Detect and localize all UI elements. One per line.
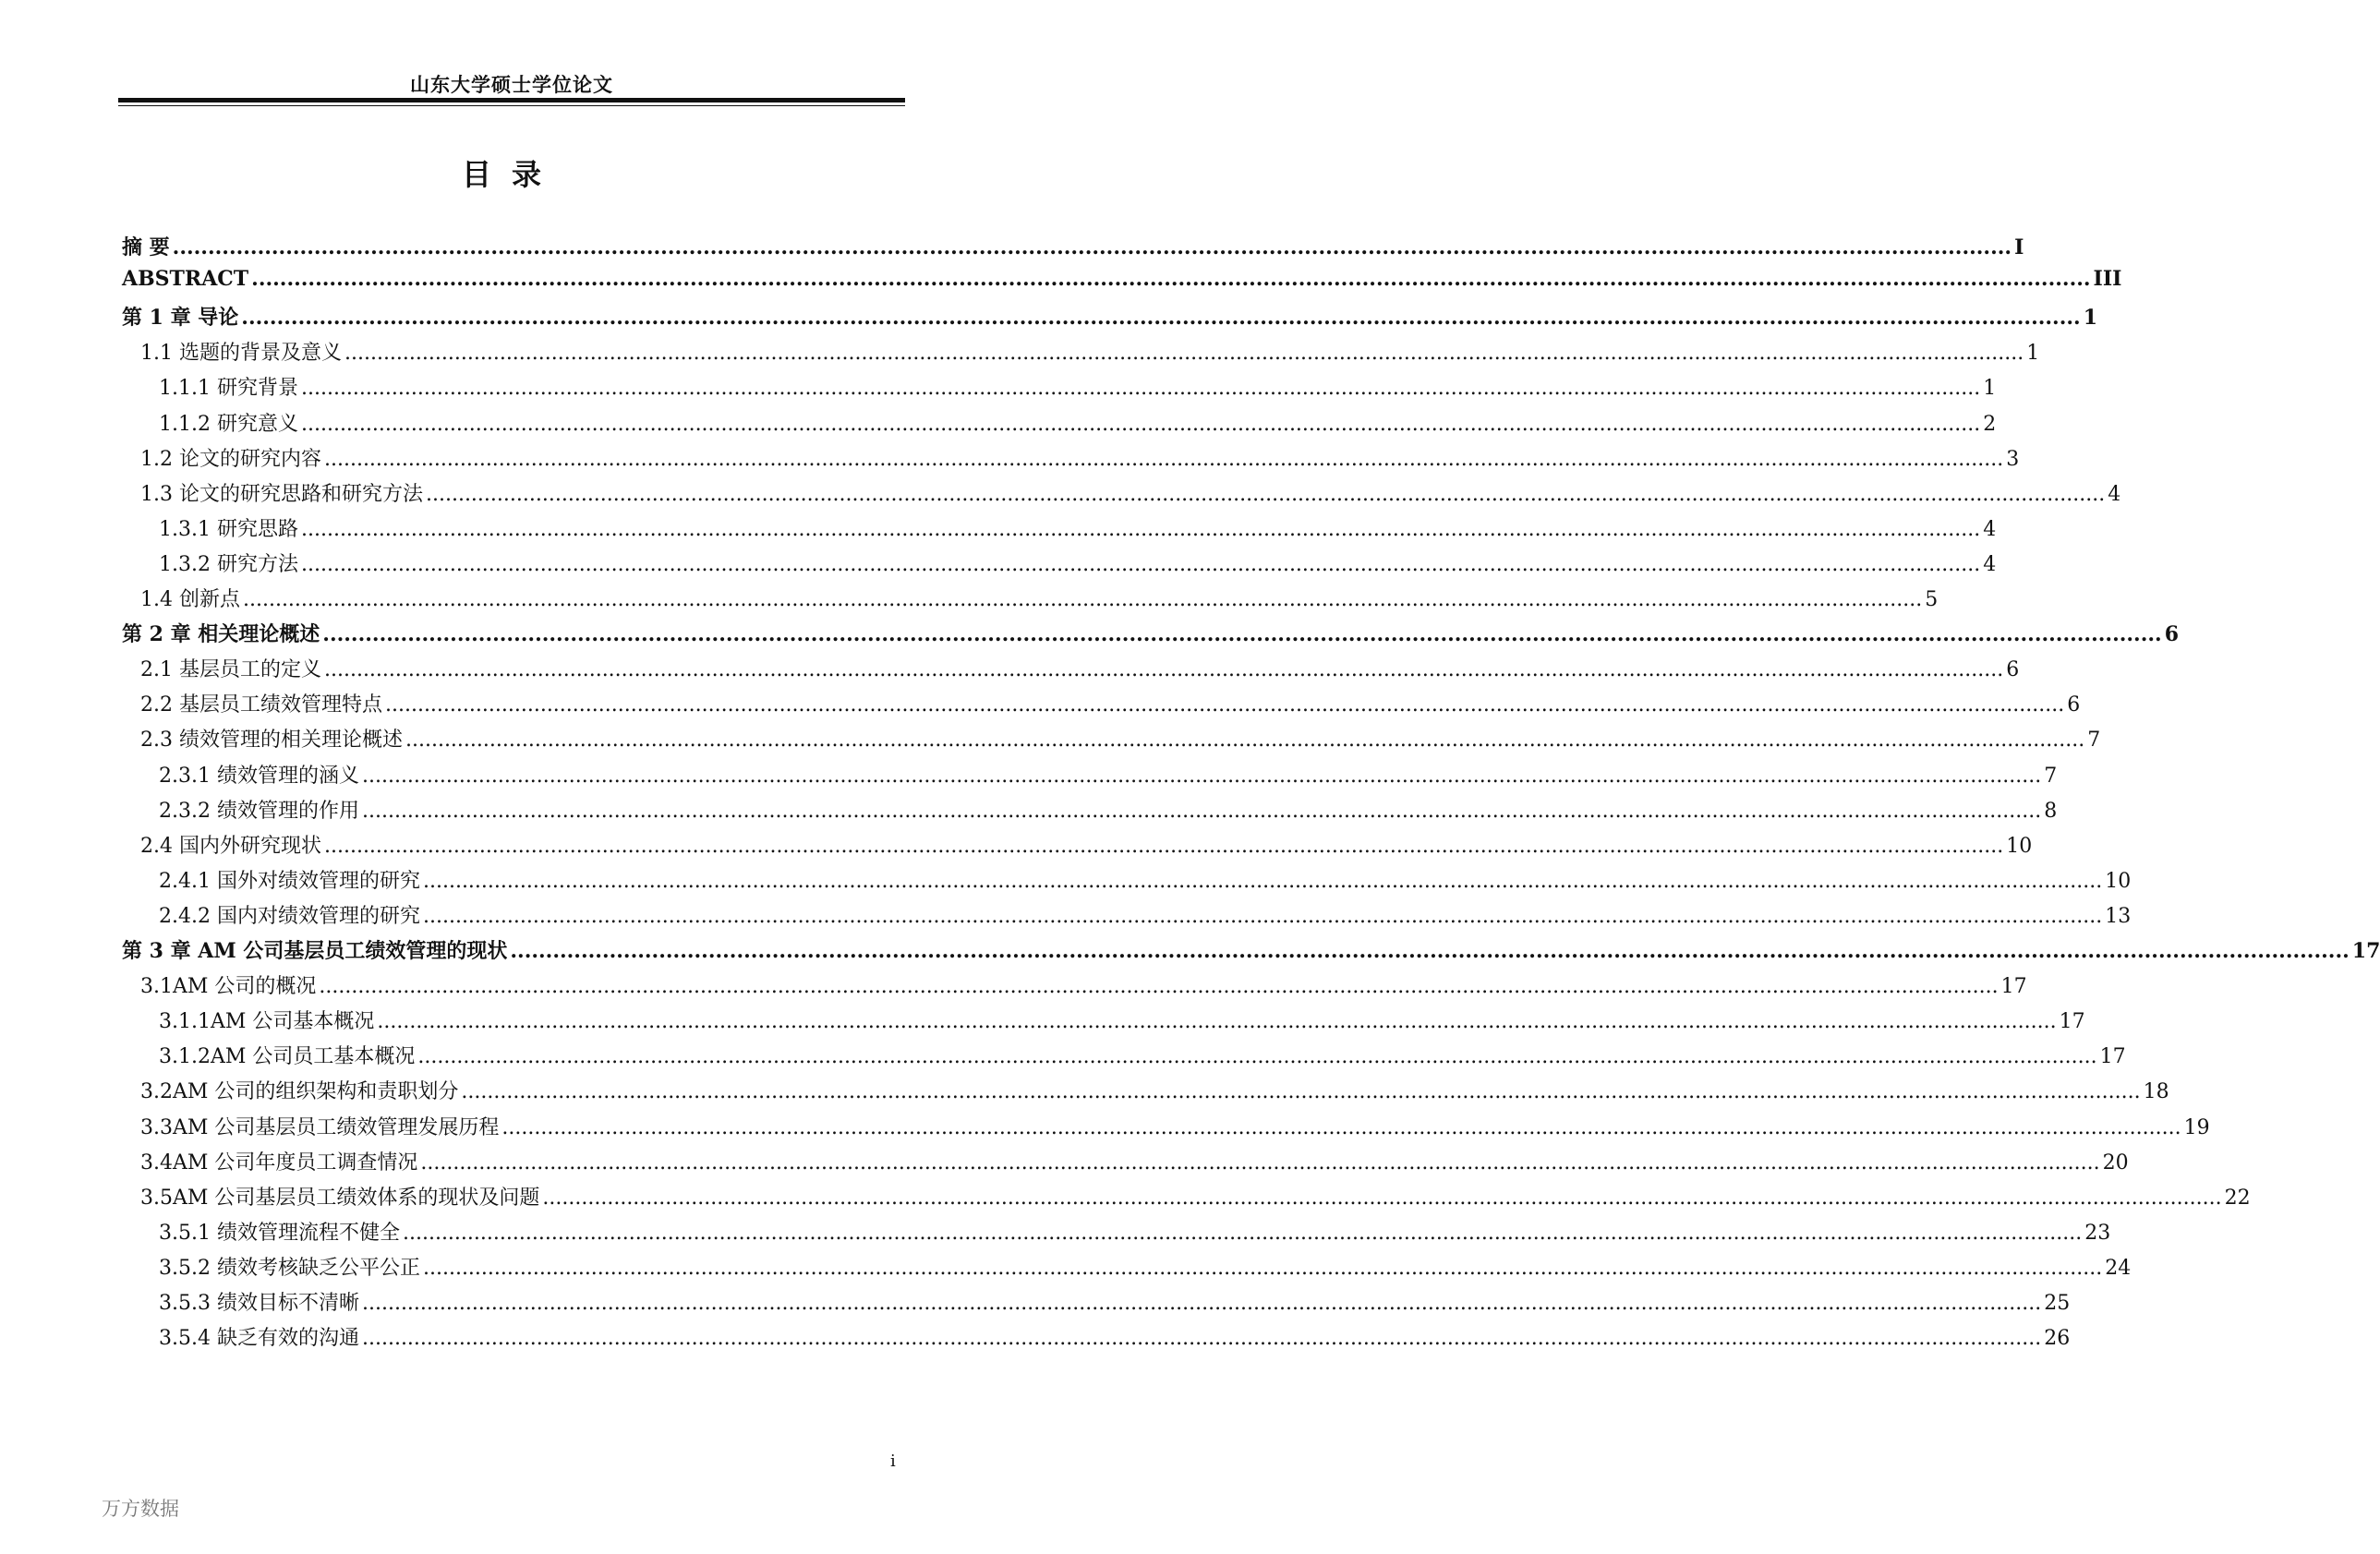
toc-leader-dots: .................................................................................................................................................................................................................................................................... xyxy=(361,799,2042,823)
toc-leader-dots: .................................................................................................................................................................................................................................................................... xyxy=(461,1080,2141,1104)
toc-title: 目录 xyxy=(461,157,562,192)
header-rule-thin xyxy=(118,105,905,106)
toc-entry-page: 18 xyxy=(2143,1080,2169,1104)
toc-entry[interactable] xyxy=(159,1217,2111,1255)
toc-entry-page: 3 xyxy=(2006,447,2020,471)
toc-leader-dots: .................................................................................................................................................................................................................................................................... xyxy=(322,622,2162,647)
toc-entry-page: 25 xyxy=(2044,1292,2071,1315)
toc-entry[interactable] xyxy=(122,267,2122,305)
toc-entry-title: 1.2 论文的研究内容 xyxy=(140,447,321,471)
toc-leader-dots: .................................................................................................................................................................................................................................................................... xyxy=(300,412,1981,436)
toc-entry-title: 3.1AM 公司的概况 xyxy=(140,975,317,999)
toc-entry-page: 1 xyxy=(1983,377,1997,401)
toc-entry-title: 1.3.1 研究思路 xyxy=(159,517,298,541)
toc-leader-dots: .................................................................................................................................................................................................................................................................... xyxy=(405,729,2085,753)
toc-entry-page: 7 xyxy=(2087,729,2101,753)
toc-entry[interactable] xyxy=(159,548,1997,586)
toc-leader-dots: .................................................................................................................................................................................................................................................................... xyxy=(361,1292,2042,1315)
toc-entry-title: 第 3 章 AM 公司基层员工绩效管理的现状 xyxy=(122,939,508,963)
toc-entry-page: 23 xyxy=(2084,1221,2111,1245)
toc-entry-page: 24 xyxy=(2105,1256,2132,1280)
toc-entry-title: 2.3.1 绩效管理的涵义 xyxy=(159,764,359,788)
toc-leader-dots: .................................................................................................................................................................................................................................................................... xyxy=(422,869,2103,893)
toc-entry[interactable] xyxy=(159,1252,2132,1290)
toc-leader-dots: .................................................................................................................................................................................................................................................................... xyxy=(323,834,2004,858)
toc-leader-dots: .................................................................................................................................................................................................................................................................... xyxy=(384,693,2065,717)
toc-entry-page: 1 xyxy=(2083,306,2097,331)
toc-entry[interactable] xyxy=(140,478,2121,516)
toc-entry[interactable] xyxy=(159,408,1997,446)
toc-entry[interactable] xyxy=(122,619,2179,657)
toc-entry-page: 17 xyxy=(2059,1010,2085,1034)
toc-entry[interactable] xyxy=(159,513,1997,551)
toc-entry-page: 6 xyxy=(2164,622,2179,647)
toc-entry-page: 20 xyxy=(2102,1150,2129,1175)
toc-entry[interactable] xyxy=(122,232,2024,270)
toc-entry-page: 1 xyxy=(2026,342,2040,366)
toc-entry[interactable] xyxy=(159,760,2058,798)
toc-entry[interactable] xyxy=(159,1006,2085,1043)
toc-entry-title: 2.2 基层员工绩效管理特点 xyxy=(140,693,382,717)
toc-entry[interactable] xyxy=(140,1076,2169,1114)
toc-leader-dots: .................................................................................................................................................................................................................................................................... xyxy=(417,1045,2097,1069)
toc-entry-title: 1.1 选题的背景及意义 xyxy=(140,342,342,366)
toc-entry[interactable] xyxy=(140,584,1939,621)
toc-entry[interactable] xyxy=(140,724,2101,762)
toc-entry-page: 2 xyxy=(1983,412,1997,436)
toc-entry-page: 4 xyxy=(1983,552,1997,576)
toc-entry[interactable] xyxy=(140,443,2020,481)
toc-entry[interactable] xyxy=(159,1322,2071,1360)
toc-entry[interactable] xyxy=(159,372,1997,410)
toc-entry-title: 3.5.3 绩效目标不清晰 xyxy=(159,1292,359,1315)
toc-entry-title: 3.5AM 公司基层员工绩效体系的现状及问题 xyxy=(140,1186,540,1210)
toc-entry-title: 3.5.4 缺乏有效的沟通 xyxy=(159,1327,359,1351)
toc-leader-dots: .................................................................................................................................................................................................................................................................... xyxy=(344,342,2024,366)
toc-entry-title: 3.4AM 公司年度员工调查情况 xyxy=(140,1150,418,1175)
toc-leader-dots: .................................................................................................................................................................................................................................................................... xyxy=(323,447,2004,471)
toc-entry[interactable] xyxy=(159,795,2058,833)
toc-leader-dots: .................................................................................................................................................................................................................................................................... xyxy=(361,1327,2042,1351)
toc-entry-title: 1.3 论文的研究思路和研究方法 xyxy=(140,482,423,506)
toc-entry-page: 5 xyxy=(1925,588,1939,611)
toc-leader-dots: .................................................................................................................................................................................................................................................................... xyxy=(402,1221,2083,1245)
toc-leader-dots: .................................................................................................................................................................................................................................................................... xyxy=(510,939,2350,963)
toc-entry-page: III xyxy=(2093,267,2122,292)
toc-entry-title: 2.3 绩效管理的相关理论概述 xyxy=(140,729,403,753)
toc-entry-page: 22 xyxy=(2224,1186,2251,1210)
toc-entry-page: 4 xyxy=(2108,482,2121,506)
toc-entry-title: 1.1.2 研究意义 xyxy=(159,412,298,436)
toc-leader-dots: .................................................................................................................................................................................................................................................................... xyxy=(242,588,1923,611)
toc-entry-page: 8 xyxy=(2044,799,2058,823)
toc-leader-dots: .................................................................................................................................................................................................................................................................... xyxy=(172,235,2012,259)
toc-entry[interactable] xyxy=(140,830,2033,868)
toc-leader-dots: .................................................................................................................................................................................................................................................................... xyxy=(501,1115,2181,1139)
toc-entry-title: 2.1 基层员工的定义 xyxy=(140,658,321,682)
toc-entry[interactable] xyxy=(122,302,2097,340)
toc-entry-title: 3.3AM 公司基层员工绩效管理发展历程 xyxy=(140,1115,500,1139)
toc-entry-page: 6 xyxy=(2006,658,2020,682)
toc-entry-title: 3.2AM 公司的组织架构和责职划分 xyxy=(140,1080,459,1104)
toc-entry-title: 第 2 章 相关理论概述 xyxy=(122,622,320,647)
toc-entry-title: 2.4 国内外研究现状 xyxy=(140,834,321,858)
toc-entry-title: 第 1 章 导论 xyxy=(122,306,239,331)
toc-entry-title: 2.3.2 绩效管理的作用 xyxy=(159,799,359,823)
toc-entry[interactable] xyxy=(159,865,2132,903)
toc-leader-dots: .................................................................................................................................................................................................................................................................... xyxy=(377,1010,2057,1034)
toc-entry[interactable] xyxy=(140,654,2020,692)
toc-entry-title: 3.5.1 绩效管理流程不健全 xyxy=(159,1221,400,1245)
toc-entry[interactable] xyxy=(140,689,2081,727)
toc-entry-title: ABSTRACT xyxy=(122,267,249,292)
toc-entry-page: 10 xyxy=(2105,869,2132,893)
toc-entry-page: 17 xyxy=(2000,975,2027,999)
toc-entry[interactable] xyxy=(122,935,2380,973)
toc-entry-page: 4 xyxy=(1983,517,1997,541)
toc-entry-title: 1.4 创新点 xyxy=(140,588,240,611)
toc-entry[interactable] xyxy=(159,1287,2071,1325)
toc-entry[interactable] xyxy=(140,337,2040,375)
toc-entry-title: 1.1.1 研究背景 xyxy=(159,377,298,401)
toc-entry-page: 17 xyxy=(2351,939,2380,963)
toc-leader-dots: .................................................................................................................................................................................................................................................................... xyxy=(420,1150,2100,1175)
toc-entry-title: 摘 要 xyxy=(122,235,170,259)
toc-entry-title: 3.1.2AM 公司员工基本概况 xyxy=(159,1045,416,1069)
header-rule-thick xyxy=(118,98,905,102)
running-header: 山东大学硕士学位论文 xyxy=(410,73,613,96)
toc-entry[interactable] xyxy=(159,900,2132,938)
toc-entry[interactable] xyxy=(159,1041,2126,1078)
toc-entry-page: 7 xyxy=(2044,764,2058,788)
toc-entry-page: I xyxy=(2014,235,2024,259)
page-number: i xyxy=(890,1452,896,1471)
toc-entry[interactable] xyxy=(140,1112,2210,1150)
toc-entry-page: 17 xyxy=(2099,1045,2126,1069)
toc-leader-dots: .................................................................................................................................................................................................................................................................... xyxy=(542,1186,2222,1210)
toc-entry-page: 26 xyxy=(2044,1327,2071,1351)
toc-leader-dots: .................................................................................................................................................................................................................................................................... xyxy=(361,764,2042,788)
toc-entry[interactable] xyxy=(140,1147,2129,1185)
toc-leader-dots: .................................................................................................................................................................................................................................................................... xyxy=(241,306,2081,331)
toc-leader-dots: .................................................................................................................................................................................................................................................................... xyxy=(422,1256,2103,1280)
toc-leader-dots: .................................................................................................................................................................................................................................................................... xyxy=(300,552,1981,576)
watermark: 万方数据 xyxy=(102,1498,179,1520)
toc-leader-dots: .................................................................................................................................................................................................................................................................... xyxy=(300,517,1981,541)
toc-leader-dots: .................................................................................................................................................................................................................................................................... xyxy=(422,904,2103,928)
toc-entry-title: 3.1.1AM 公司基本概况 xyxy=(159,1010,375,1034)
toc-entry-title: 1.3.2 研究方法 xyxy=(159,552,298,576)
toc-leader-dots: .................................................................................................................................................................................................................................................................... xyxy=(300,377,1981,401)
toc-entry-page: 13 xyxy=(2105,904,2132,928)
toc-entry[interactable] xyxy=(140,970,2027,1008)
toc-leader-dots: .................................................................................................................................................................................................................................................................... xyxy=(323,658,2004,682)
toc-entry-title: 2.4.2 国内对绩效管理的研究 xyxy=(159,904,420,928)
toc-leader-dots: .................................................................................................................................................................................................................................................................... xyxy=(251,267,2091,292)
toc-entry-title: 2.4.1 国外对绩效管理的研究 xyxy=(159,869,420,893)
toc-entry-page: 6 xyxy=(2067,693,2081,717)
toc-leader-dots: .................................................................................................................................................................................................................................................................... xyxy=(425,482,2106,506)
toc-leader-dots: .................................................................................................................................................................................................................................................................... xyxy=(319,975,1999,999)
toc-entry-page: 10 xyxy=(2006,834,2033,858)
toc-entry[interactable] xyxy=(140,1182,2251,1220)
toc-entry-title: 3.5.2 绩效考核缺乏公平公正 xyxy=(159,1256,420,1280)
toc-entry-page: 19 xyxy=(2183,1115,2210,1139)
